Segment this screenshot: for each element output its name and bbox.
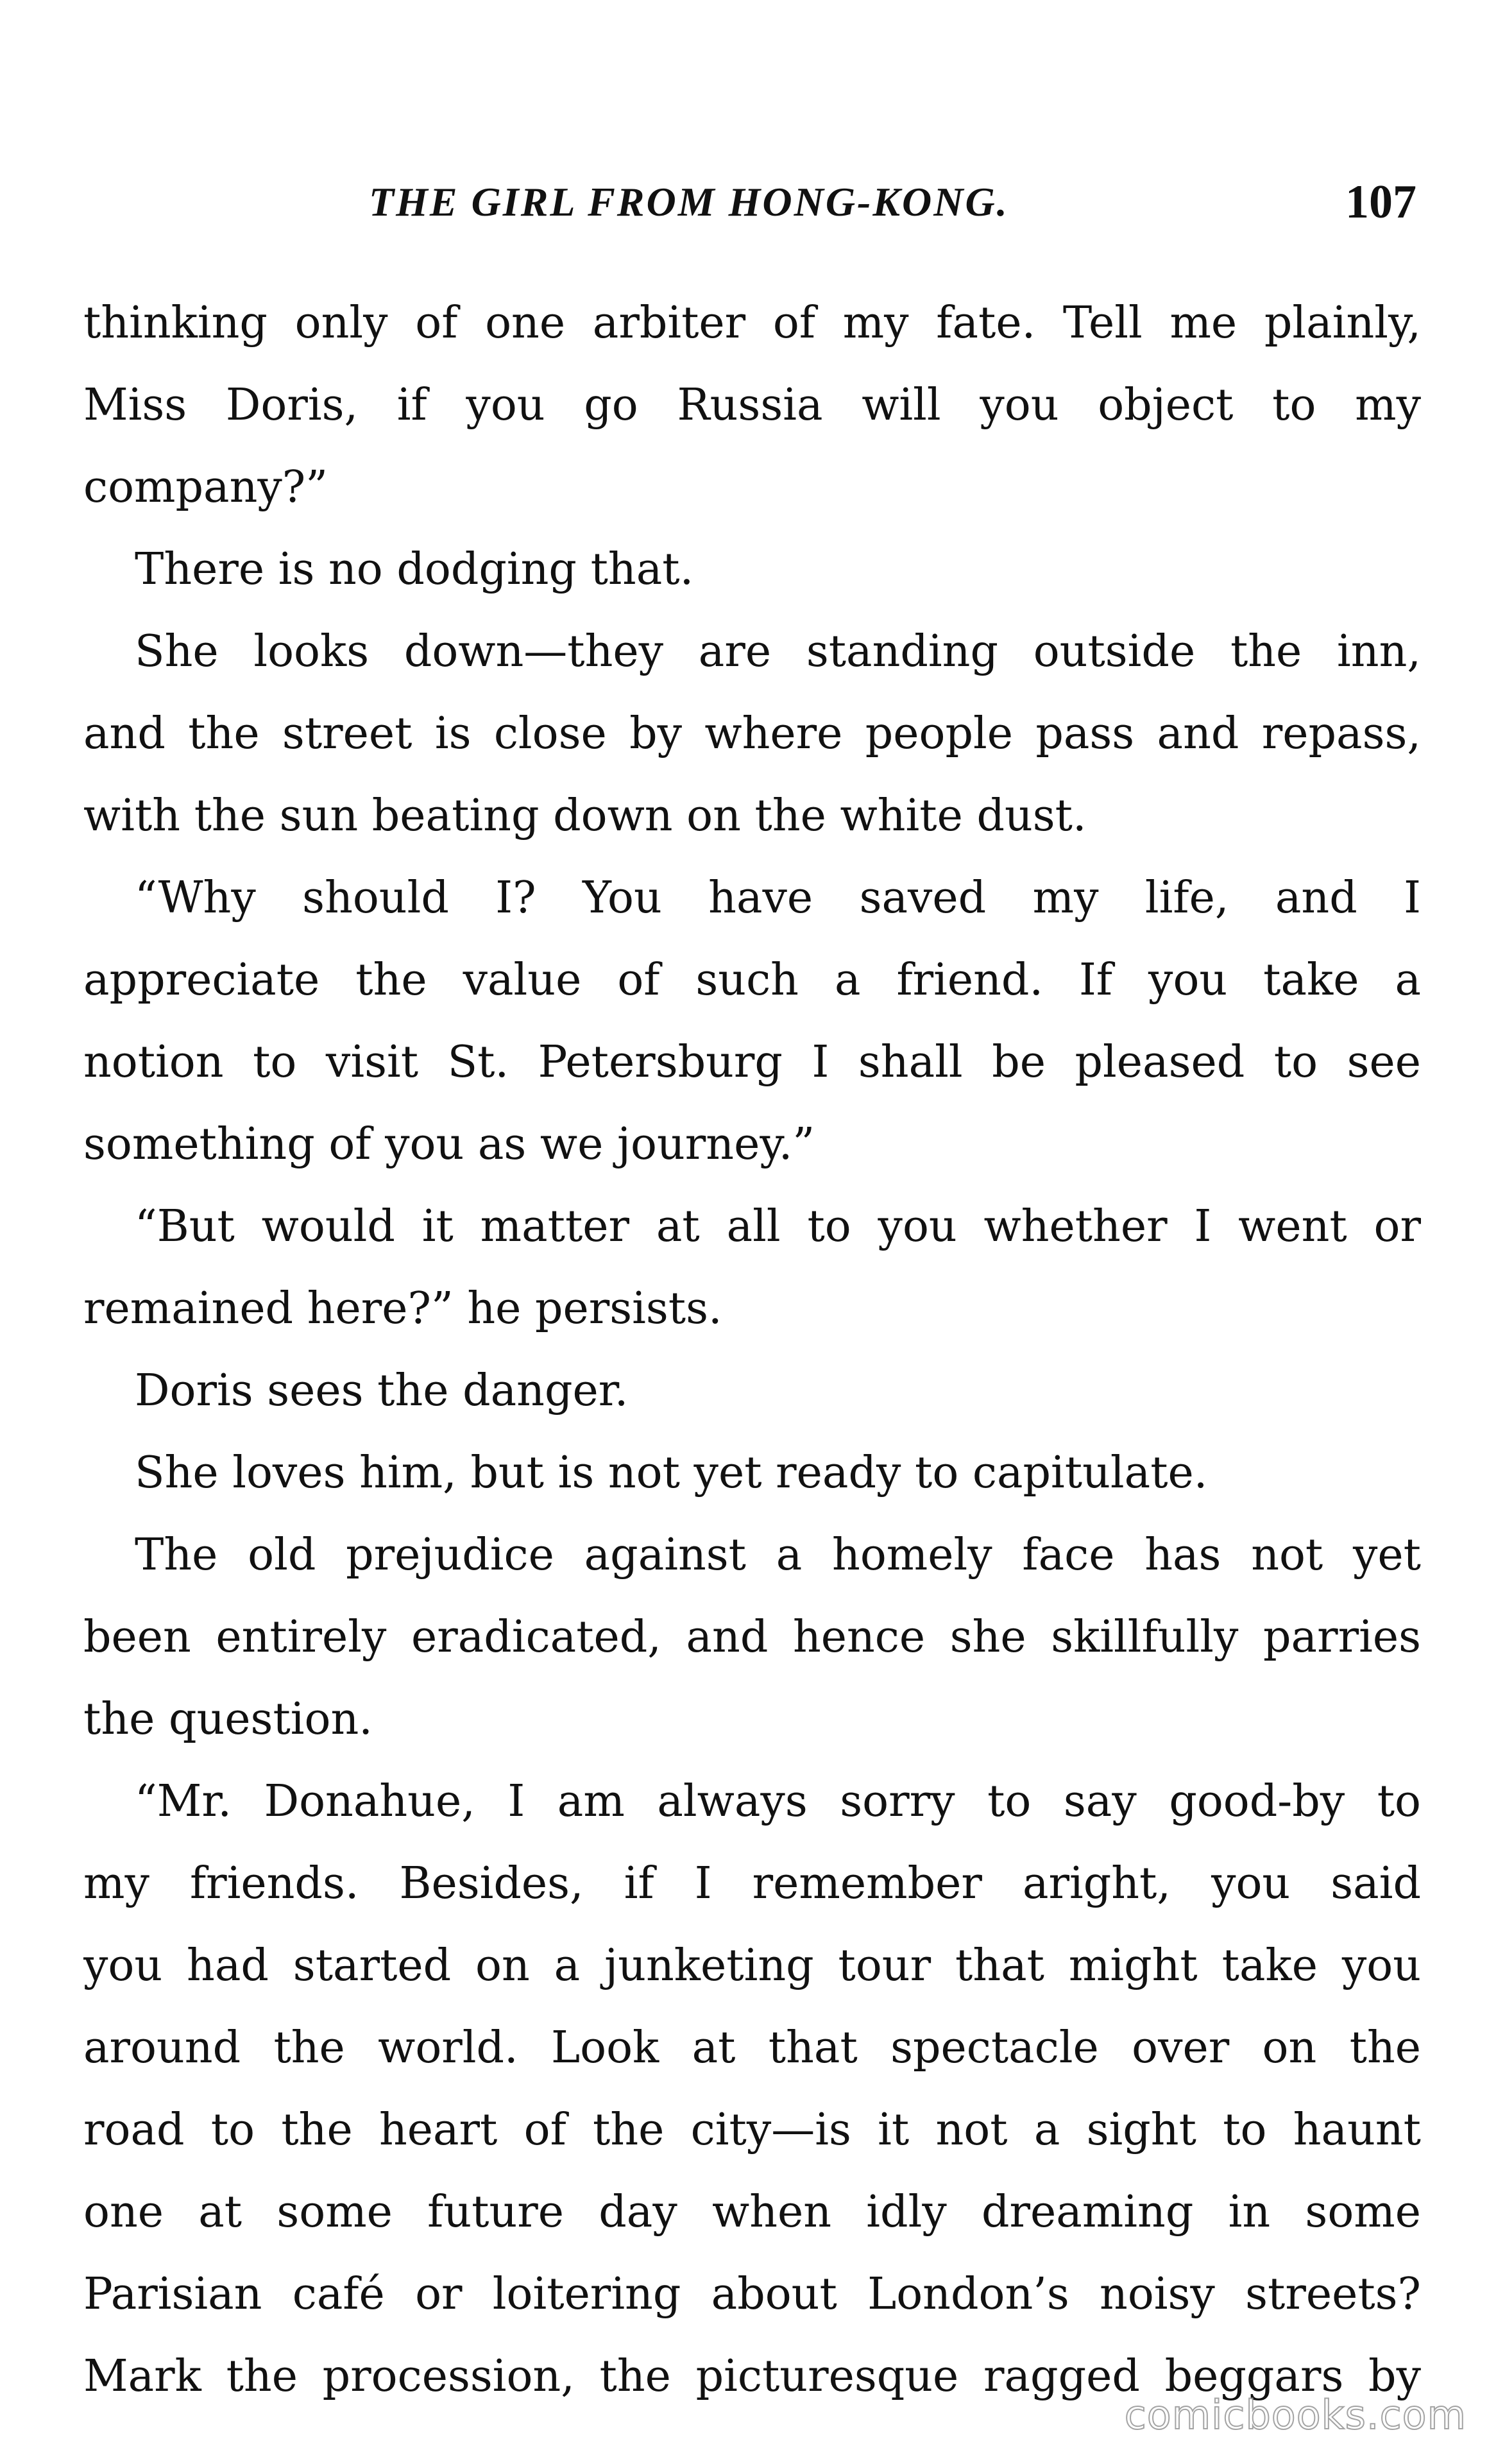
text-line: with the sun beating down on the white dust. [83,791,1087,841]
text-line: Doris sees the danger. [135,1365,629,1416]
watermark: comicbooks.com [1124,2391,1467,2438]
text-line: around the world. Look at that spectacle over on the [83,2023,1421,2073]
text-line: The old prejudice against a homely face has not yet [135,1530,1421,1580]
text-line: and the street is close by where people pass and repass, [83,708,1421,759]
text-line: remained here?” he persists. [83,1283,722,1334]
body-text [83,282,1421,2418]
text-line: She looks down—they are standing outside the inn, [135,626,1421,677]
text-line: one at some future day when idly dreaming in some [83,2187,1421,2237]
text-line: She loves him, but is not yet ready to capitulate. [135,1448,1208,1498]
page-number: 107 [1345,176,1416,228]
text-line: been entirely eradicated, and hence she skillfully parries [83,1612,1421,1663]
text-line: road to the heart of the city—is it not a sight to haunt [83,2105,1421,2155]
page-header [0,173,1505,231]
text-line: Parisian café or loitering about London’s noisy streets? [83,2269,1421,2320]
text-line: “But would it matter at all to you whether I went or [135,1201,1421,1252]
text-line: notion to visit St. Petersburg I shall be pleased to see [83,1037,1421,1088]
text-line: There is no dodging that. [135,544,694,595]
text-line: Miss Doris, if you go Russia will you object to my [83,380,1421,431]
text-line: “Mr. Donahue, I am always sorry to say good-by to [135,1776,1421,1827]
text-line: you had started on a junketing tour that might take you [83,1940,1421,1991]
text-line: Mark the procession, the picturesque ragged beggars by [83,2351,1421,2402]
text-line: my friends. Besides, if I remember aright, you said [83,1858,1421,1909]
text-line: appreciate the value of such a friend. If you take a [83,955,1421,1005]
text-line: the question. [83,1694,373,1745]
text-line: “Why should I? You have saved my life, and I [135,873,1421,923]
text-line: something of you as we journey.” [83,1119,815,1170]
text-line: company?” [83,462,328,513]
text-line: thinking only of one arbiter of my fate. Tell me plainly, [83,298,1421,348]
running-head: THE GIRL FROM HONG-KONG. [369,179,1009,225]
